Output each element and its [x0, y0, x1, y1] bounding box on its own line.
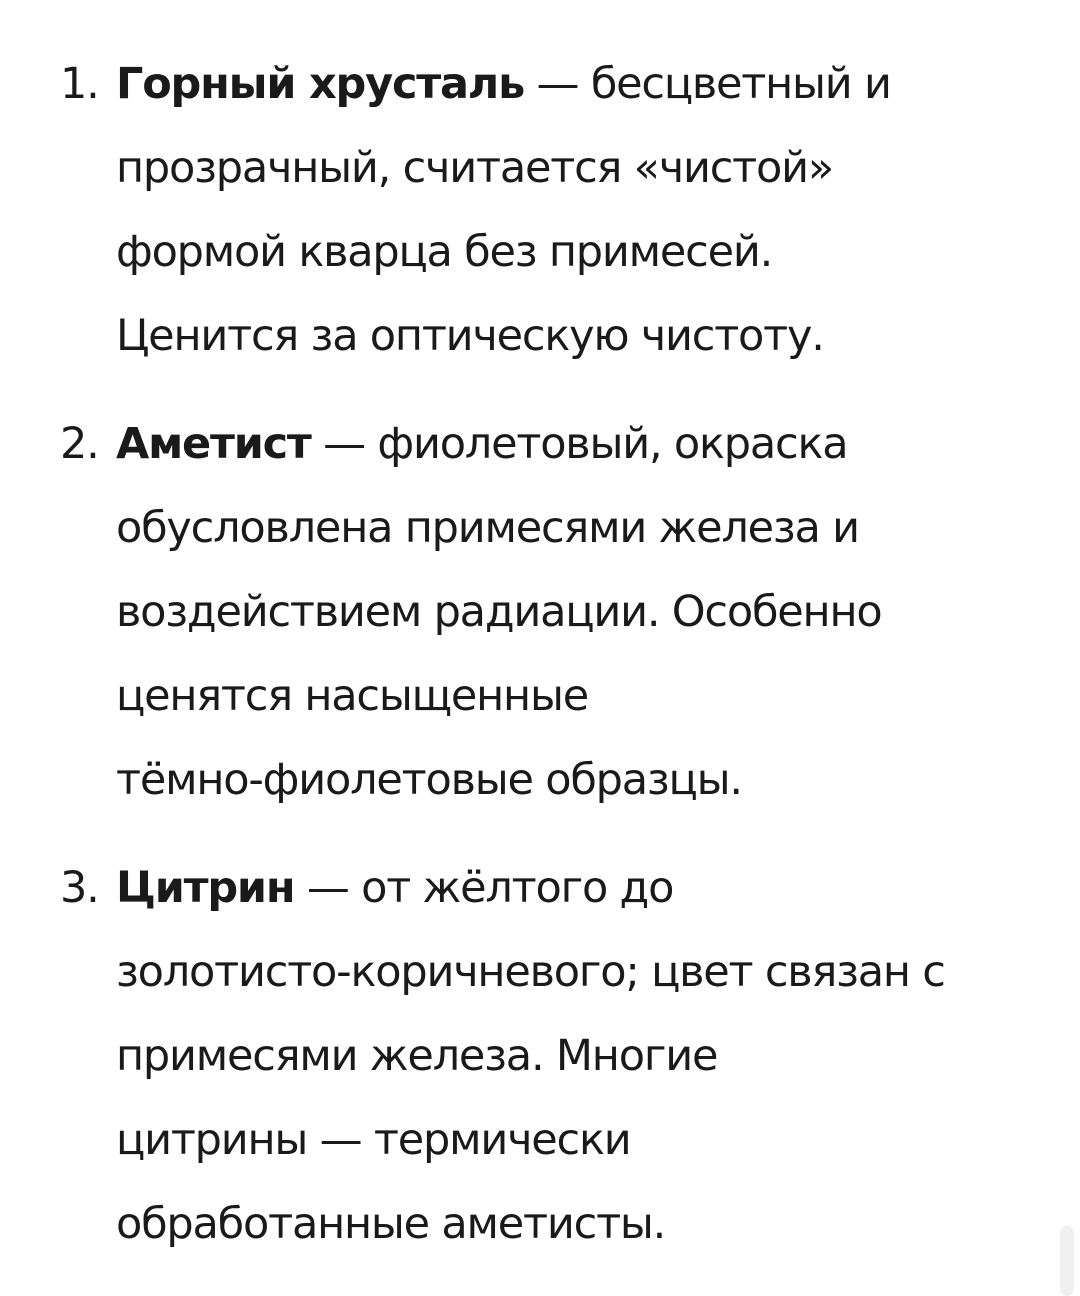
list-item-line: прозрачный, считается «чистой» — [116, 143, 833, 193]
list-item-line: ценятся насыщенные — [116, 671, 588, 721]
list-item-number: 1. — [60, 59, 99, 109]
list-item-line: обусловлена примесями железа и — [116, 503, 859, 553]
scrollbar-thumb[interactable] — [1060, 1226, 1074, 1296]
list-item-line: обработанные аметисты. — [116, 1199, 666, 1249]
list-item-text: — фиолетовый, окраска — [310, 419, 848, 469]
list-item — [0, 42, 1080, 378]
list-item-line: тёмно-фиолетовые образцы. — [116, 755, 742, 805]
list-item-line: золотисто-коричневого; цвет связан с — [116, 947, 945, 997]
list-item-line: Ценится за оптическую чистоту. — [116, 311, 824, 361]
list-item — [0, 846, 1080, 1266]
list-item-number: 2. — [60, 419, 99, 469]
list-item-line: воздействием радиации. Особенно — [116, 587, 882, 637]
list-item-title: Горный хрусталь — [116, 59, 525, 109]
list-item-title: Цитрин — [116, 863, 295, 913]
quartz-varieties-list — [0, 42, 1080, 1266]
list-item-first-line — [116, 846, 1020, 930]
list-item-text: — от жёлтого до — [294, 863, 674, 913]
list-item-text: — бесцветный и — [524, 59, 891, 109]
list-item-line: формой кварца без примесей. — [116, 227, 773, 277]
list-item-line: примесями железа. Многие — [116, 1031, 718, 1081]
list-item — [0, 402, 1080, 822]
content-area — [0, 42, 1080, 1290]
list-item-first-line — [116, 42, 1020, 126]
list-item-line: цитрины — термически — [116, 1115, 631, 1165]
list-item-number: 3. — [60, 863, 99, 913]
list-item-title: Аметист — [116, 419, 311, 469]
list-item-first-line — [116, 402, 1020, 486]
